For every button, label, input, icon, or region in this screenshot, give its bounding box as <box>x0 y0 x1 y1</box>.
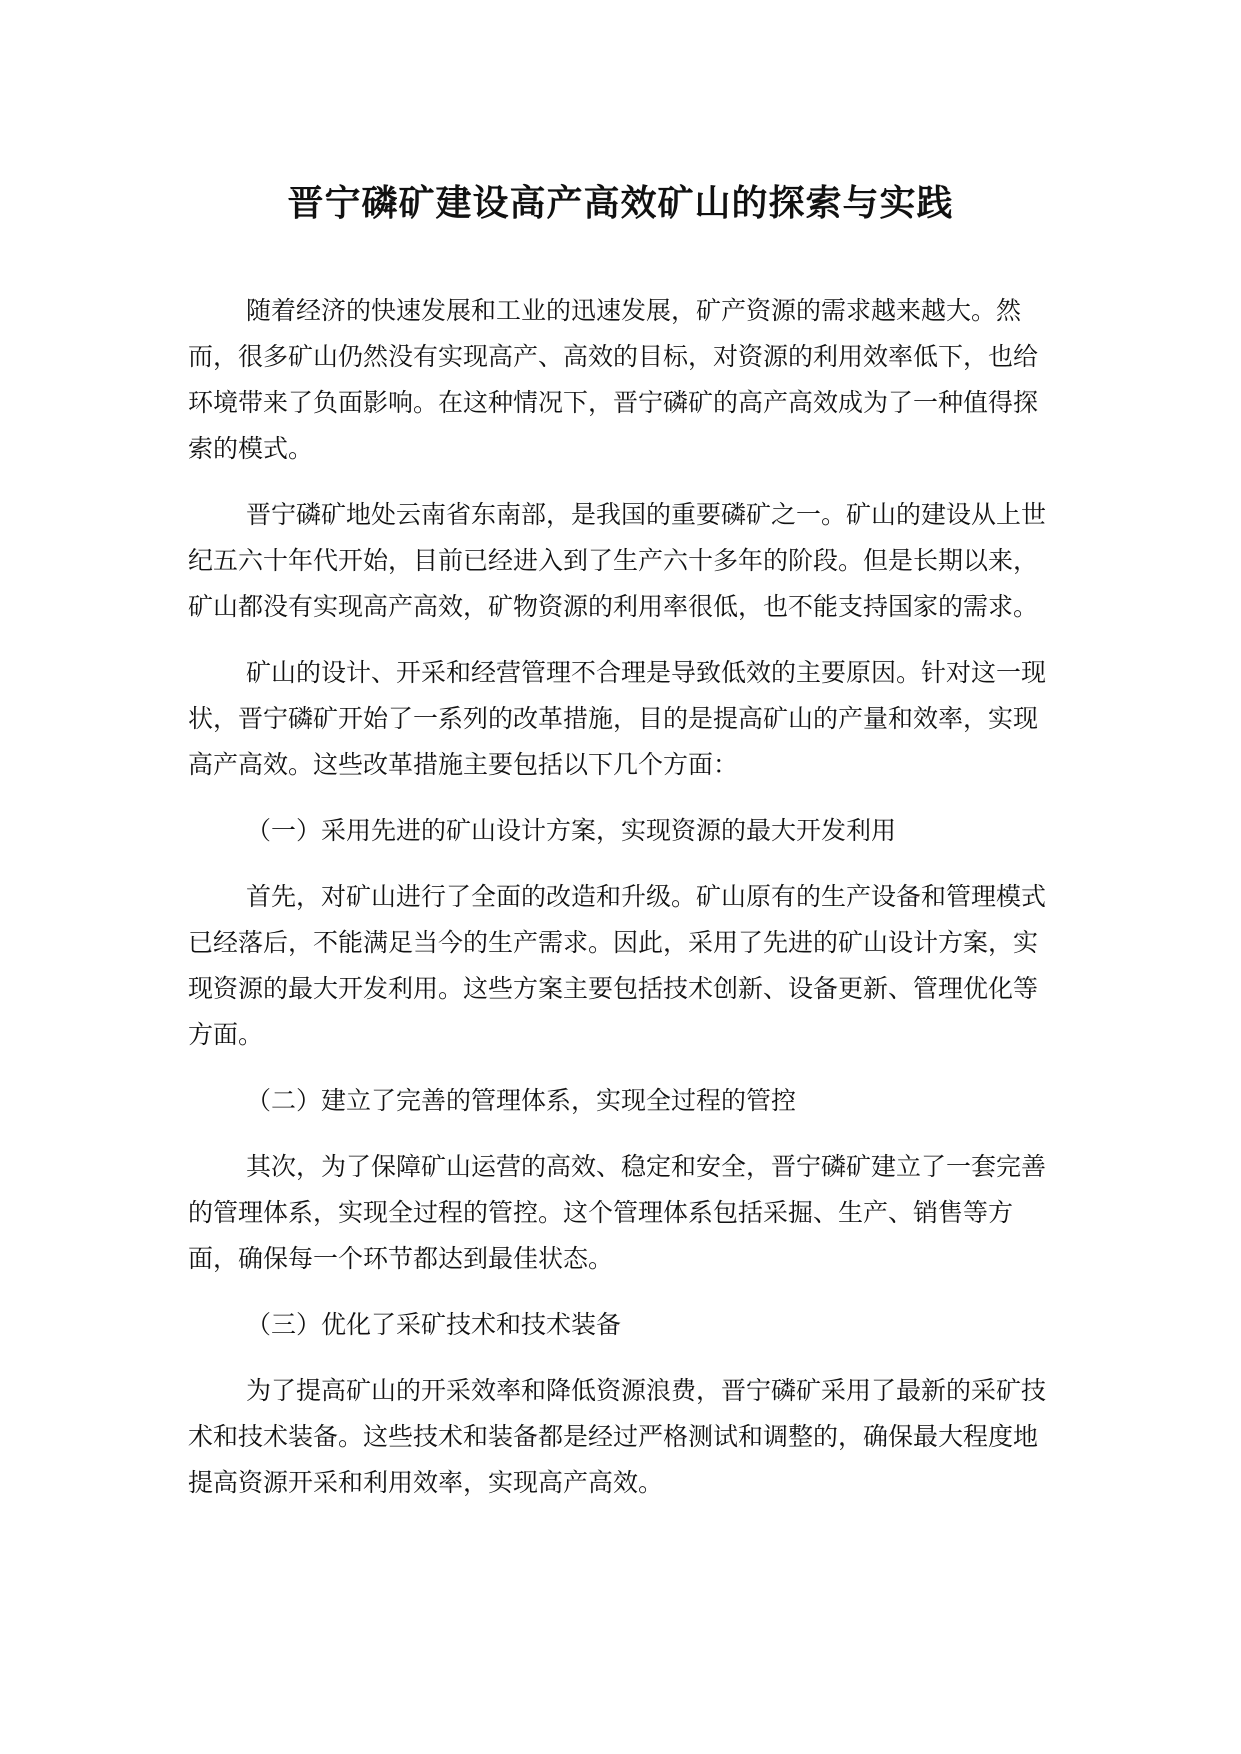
section-heading-3: （三）优化了采矿技术和技术装备 <box>246 1310 622 1339</box>
section-text-1: 首先，对矿山进行了全面的改造和升级。矿山原有的生产设备和管理模式已经落后，不能满足当今的生产需求。因此，采用了先进的矿山设计方案，实现资源的最大开发利用。这些方案主要包括技术创新、设备更新、管理优化等方面。 <box>188 882 1047 1049</box>
section-heading-1: （一）采用先进的矿山设计方案，实现资源的最大开发利用 <box>246 816 897 845</box>
paragraph-intro: 随着经济的快速发展和工业的迅速发展，矿产资源的需求越来越大。然而，很多矿山仍然没有实现高产、高效的目标，对资源的利用效率低下，也给环境带来了负面影响。在这种情况下，晋宁磷矿的高产高效成为了一种值得探索的模式。 <box>188 296 1039 463</box>
paragraph-causes: 矿山的设计、开采和经营管理不合理是导致低效的主要原因。针对这一现状，晋宁磷矿开始了一系列的改革措施，目的是提高矿山的产量和效率，实现高产高效。这些改革措施主要包括以下几个方面： <box>188 658 1047 779</box>
section-text-3: 为了提高矿山的开采效率和降低资源浪费，晋宁磷矿采用了最新的采矿技术和技术装备。这些技术和装备都是经过严格测试和调整的，确保最大程度地提高资源开采和利用效率，实现高产高效。 <box>188 1376 1047 1497</box>
paragraph-location: 晋宁磷矿地处云南省东南部，是我国的重要磷矿之一。矿山的建设从上世纪五六十年代开始，目前已经进入到了生产六十多年的阶段。但是长期以来，矿山都没有实现高产高效，矿物资源的利用率很低，也不能支持国家的需求。 <box>188 500 1047 621</box>
document-title: 晋宁磷矿建设高产高效矿山的探索与实践 <box>287 183 954 224</box>
section-heading-2: （二）建立了完善的管理体系，实现全过程的管控 <box>246 1086 797 1115</box>
section-text-2: 其次，为了保障矿山运营的高效、稳定和安全，晋宁磷矿建立了一套完善的管理体系，实现全过程的管控。这个管理体系包括采掘、生产、销售等方面，确保每一个环节都达到最佳状态。 <box>188 1152 1047 1273</box>
document-body <box>188 288 1048 1506</box>
